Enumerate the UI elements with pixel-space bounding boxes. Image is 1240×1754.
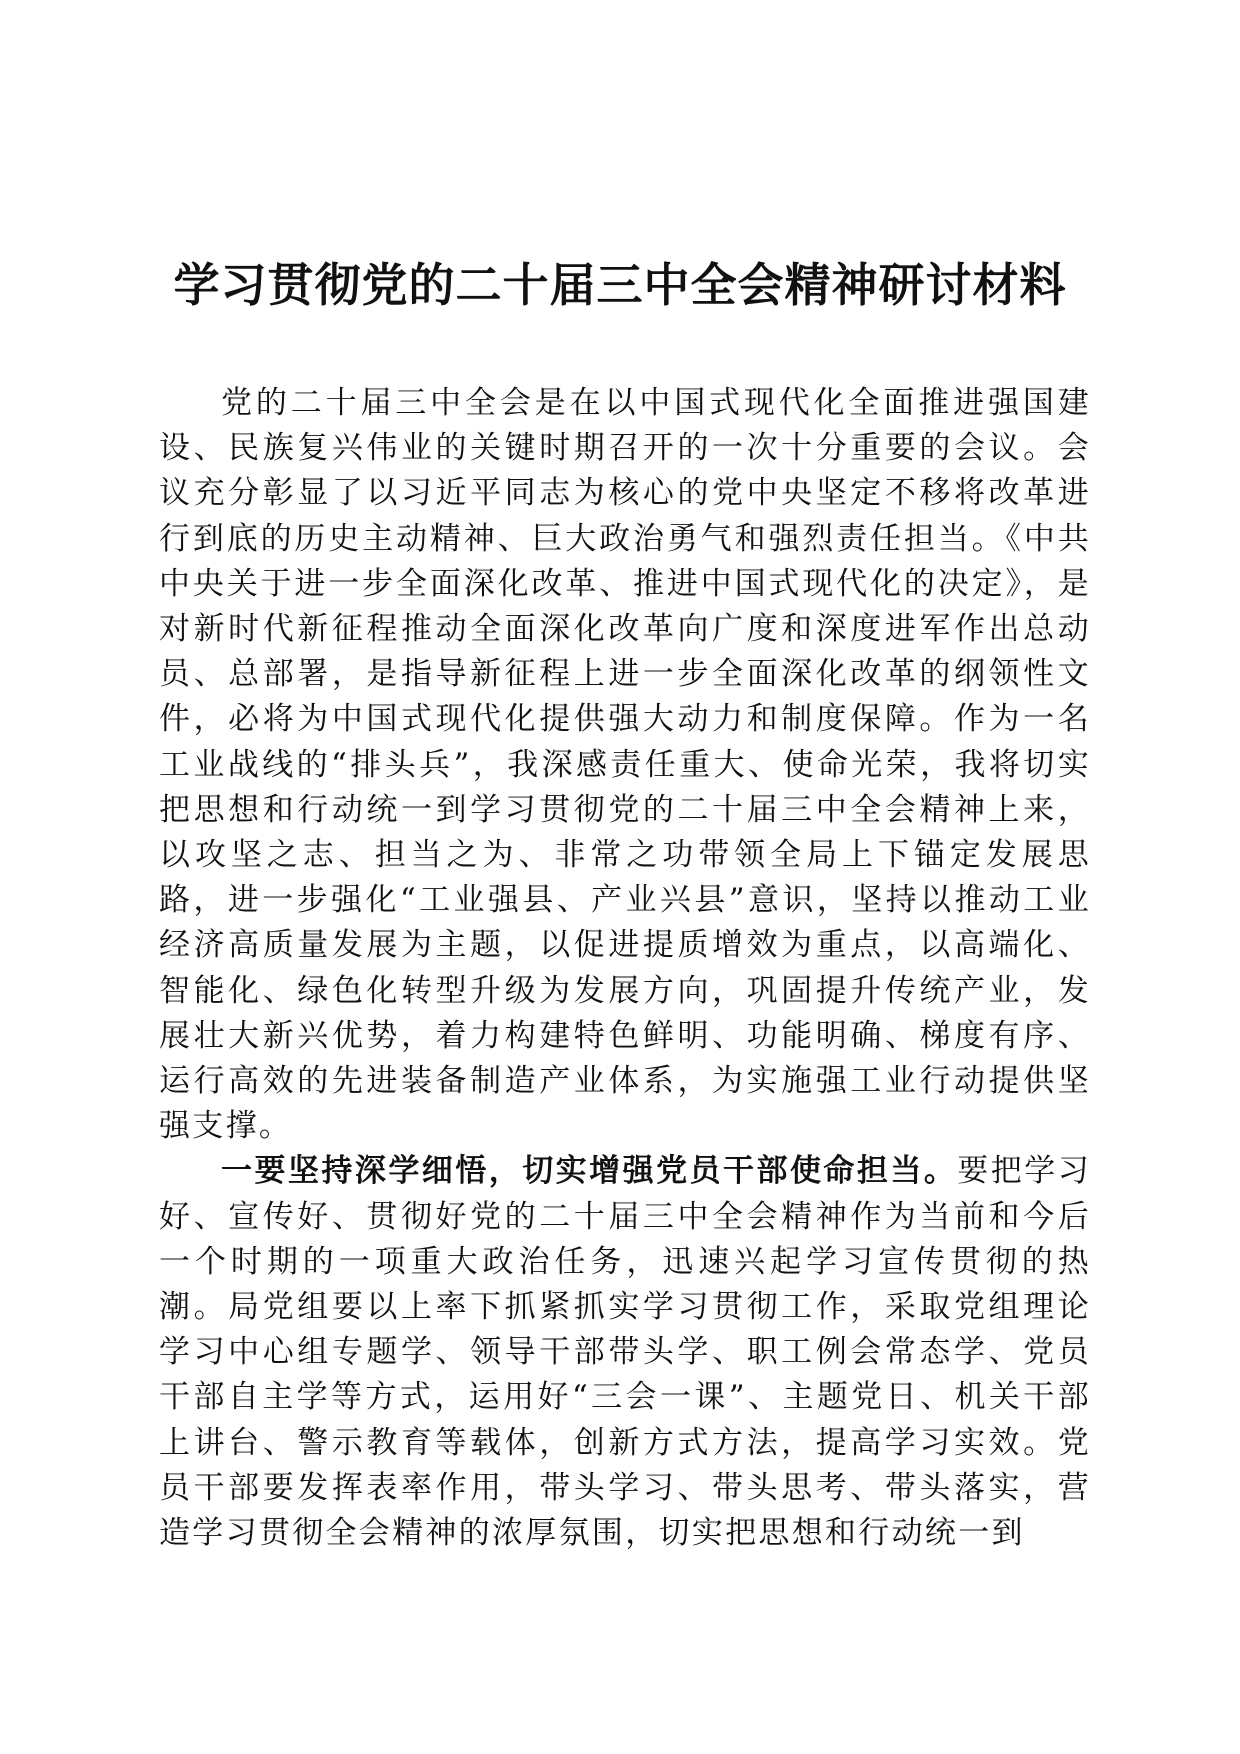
paragraph-intro-text: 党的二十届三中全会是在以中国式现代化全面推进强国建设、民族复兴伟业的关键时期召开的一次十分重要的会议。会议充分彰显了以习近平同志为核心的党中央坚定不移将改革进行到底的历史主动精神、巨大政治勇气和强烈责任担当。《中共中央关于进一步全面深化改革、推进中国式现代化的决定》，是对新时代新征程推动全面深化改革向广度和深度进军作出总动员、总部署，是指导新征程上进一步全面深化改革的纲领性文件，必将为中国式现代化提供强大动力和制度保障。作为一名工业战线的“排头兵”，我深感责任重大、使命光荣，我将切实把思想和行动统一到学习贯彻党的二十届三中全会精神上来，以攻坚之志、担当之为、非常之功带领全局上下锚定发展思路，进一步强化“工业强县、产业兴县”意识，坚持以推动工业经济高质量发展为主题，以促进提质增效为重点，以高端化、智能化、绿色化转型升级为发展方向，巩固提升传统产业，发展壮大新兴优势，着力构建特色鲜明、功能明确、梯度有序、运行高效的先进装备制造产业体系，为实施强工业行动提供坚强支撑。	[159, 385, 1091, 1145]
document-title: 学习贯彻党的二十届三中全会精神研讨材料	[173, 258, 1067, 312]
paragraph-point-one	[159, 1149, 1091, 1556]
paragraph-point-one-heading: 一要坚持深学细悟，切实增强党员干部使命担当。	[221, 1153, 958, 1190]
document-body	[159, 381, 1091, 1556]
paragraph-point-one-text: 要把学习好、宣传好、贯彻好党的二十届三中全会精神作为当前和今后一个时期的一项重大政治任务，迅速兴起学习宣传贯彻的热潮。局党组要以上率下抓紧抓实学习贯彻工作，采取党组理论学习中心组专题学、领导干部带头学、职工例会常态学、党员干部自主学等方式，运用好“三会一课”、主题党日、机关干部上讲台、警示教育等载体，创新方式方法，提高学习实效。党员干部要发挥表率作用，带头学习、带头思考、带头落实，营造学习贯彻全会精神的浓厚氛围，切实把思想和行动统一到	[159, 1153, 1091, 1552]
paragraph-intro	[159, 381, 1091, 1149]
